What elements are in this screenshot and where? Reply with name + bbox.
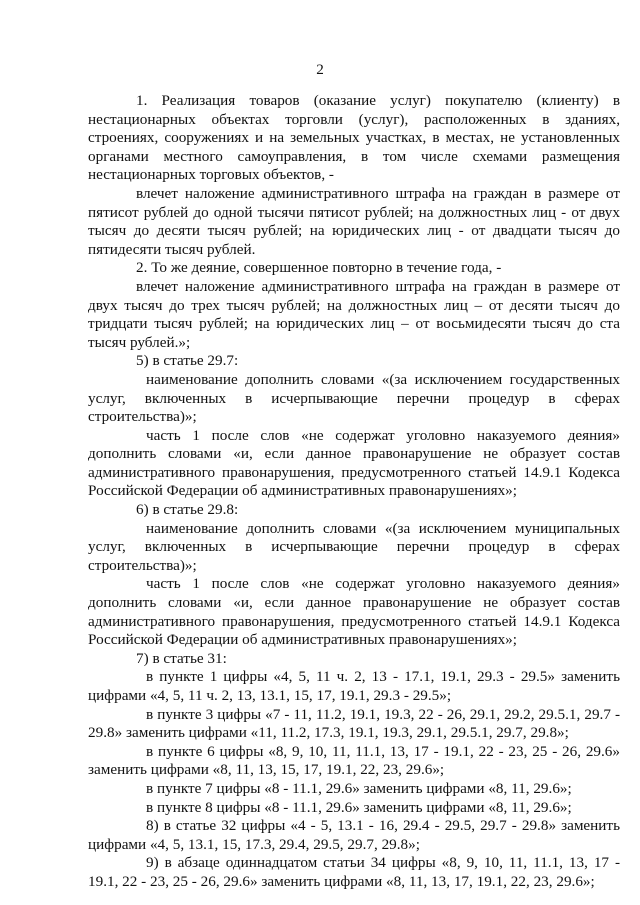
paragraph-art-31-point-1: в пункте 1 цифры «4, 5, 11 ч. 2, 13 - 17.1, 19.1, 29.3 - 29.5» заменить цифрами «4, 5, 11 ч. 2, 13, 13.1, 15, 17, 19.1, 29.3 - 29.5»;	[88, 668, 620, 704]
paragraph-art-29-8-title: наименование дополнить словами «(за исключением муниципальных услуг, включенных в исчерпывающие перечни процедур в сферах строительства)»;	[88, 519, 620, 574]
paragraph-subitem-8: 8) в статье 32 цифры «4 - 5, 13.1 - 16, 29.4 - 29.5, 29.7 - 29.8» заменить цифрами «4, 5, 13.1, 15, 17.3, 29.4, 29.5, 29.7, 29.8»;	[88, 817, 620, 853]
paragraph-art-31-point-3: в пункте 3 цифры «7 - 11, 11.2, 19.1, 19.3, 22 - 26, 29.1, 29.2, 29.5.1, 29.7 - 29.8» заменить цифрами «11, 11.2, 17.3, 19.1, 19.3, 29.1, 29.5.1, 29.7, 29.8»;	[88, 705, 620, 742]
paragraph-subitem-9: 9) в абзаце одиннадцатом статьи 34 цифры «8, 9, 10, 11, 11.1, 13, 17 - 19.1, 22 - 23, 25 - 26, 29.6» заменить цифрами «8, 11, 13, 17, 19.1, 22, 23, 29.6»;	[88, 854, 620, 890]
document-body	[88, 92, 620, 892]
paragraph-art-31-point-6: в пункте 6 цифры «8, 9, 10, 11, 11.1, 13, 17 - 19.1, 22 - 23, 25 - 26, 29.6» заменить цифрами «8, 11, 13, 15, 17, 19.1, 22, 23, 29.6»;	[88, 742, 620, 779]
paragraph-subitem-6: 6) в статье 29.8:	[136, 501, 239, 519]
paragraph-penalty-1: влечет наложение административного штрафа на граждан в размере от пятисот рублей до одной тысячи пятисот рублей; на должностных лиц - от двух тысяч до десяти тысяч рублей; на юридических лиц - от двадцати тысяч до пятидесяти тысяч рублей.	[88, 184, 620, 258]
paragraph-item-1: 1. Реализация товаров (оказание услуг) покупателю (клиенту) в нестационарных объектах торговли (услуг), расположенных в зданиях, строениях, сооружениях и на земельных участках, в местах, не установленных органами местного самоуправления, в том числе схемами размещения нестационарных торговых объектов, -	[88, 92, 620, 184]
paragraph-subitem-7: 7) в статье 31:	[136, 649, 227, 667]
paragraph-art-29-7-title: наименование дополнить словами «(за исключением государственных услуг, включенных в исчерпывающие перечни процедур в сферах строительства)»;	[88, 370, 620, 426]
page-number: 2	[316, 61, 324, 78]
paragraph-art-31-point-7: в пункте 7 цифры «8 - 11.1, 29.6» заменить цифрами «8, 11, 29.6»;	[146, 779, 572, 797]
paragraph-art-29-7-part-1: часть 1 после слов «не содержат уголовно наказуемого деяния» дополнить словами «и, если данное правонарушение не образует состав административного правонарушения, предусмотренного статьей 14.9.1 Кодекса Российской Федерации об административных правонарушениях»;	[88, 426, 620, 500]
paragraph-art-29-8-part-1: часть 1 после слов «не содержат уголовно наказуемого деяния» дополнить словами «и, если данное правонарушение не образует состав административного правонарушения, предусмотренного статьей 14.9.1 Кодекса Российской Федерации об административных правонарушениях»;	[88, 575, 620, 649]
paragraph-art-31-point-8: в пункте 8 цифры «8 - 11.1, 29.6» заменить цифрами «8, 11, 29.6»;	[146, 798, 572, 816]
paragraph-item-2: 2. То же деяние, совершенное повторно в течение года, -	[136, 259, 502, 277]
paragraph-subitem-5: 5) в статье 29.7:	[136, 352, 239, 370]
paragraph-penalty-2: влечет наложение административного штрафа на граждан в размере от двух тысяч до трех тысяч рублей; на должностных лиц – от десяти тысяч до тридцати тысяч рублей; на юридических лиц – от восьмидесяти тысяч до ста тысяч рублей.»;	[88, 277, 620, 351]
